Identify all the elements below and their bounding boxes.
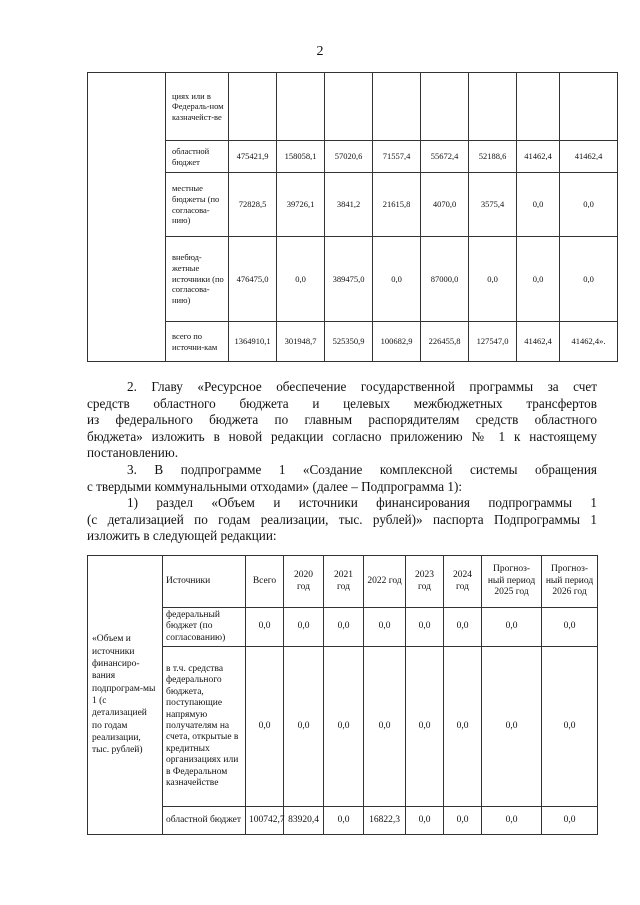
table-row xyxy=(88,237,618,322)
value-cell: 0,0 xyxy=(284,608,324,647)
text-line: бюджета» изложить в новой редакции согласно приложению № 1 к настоящему xyxy=(87,428,597,444)
value-cell: 0,0 xyxy=(373,237,421,322)
value-cell: 0,0 xyxy=(277,237,325,322)
value-cell: 0,0 xyxy=(482,608,542,647)
column-header: Прогноз-ный период 2026 год xyxy=(542,556,598,608)
value-cell: 476475,0 xyxy=(229,237,277,322)
value-cell: 525350,9 xyxy=(325,322,373,362)
value-cell: 389475,0 xyxy=(325,237,373,322)
value-cell xyxy=(421,73,469,141)
value-cell: 0,0 xyxy=(284,647,324,807)
value-cell: 41462,4 xyxy=(517,322,560,362)
column-header: Прогноз-ный период 2025 год xyxy=(482,556,542,608)
column-header: 2021 год xyxy=(324,556,364,608)
value-cell: 41462,4 xyxy=(560,141,618,173)
table-row xyxy=(88,73,618,141)
value-cell: 4070,0 xyxy=(421,173,469,237)
source-label: федеральный бюджет (по согласованию) xyxy=(163,608,246,647)
column-header: 2024 год xyxy=(444,556,482,608)
value-cell: 3841,2 xyxy=(325,173,373,237)
table-row xyxy=(88,608,598,647)
value-cell: 41462,4 xyxy=(517,141,560,173)
value-cell: 0,0 xyxy=(364,647,406,807)
column-header: 2022 год xyxy=(364,556,406,608)
text-line: постановлению. xyxy=(87,445,179,460)
table-row xyxy=(88,647,598,807)
table-row xyxy=(88,173,618,237)
value-cell: 39726,1 xyxy=(277,173,325,237)
value-cell: 3575,4 xyxy=(469,173,517,237)
source-label: внебюд-жетные источники (по согласова-нию) xyxy=(166,237,229,322)
value-cell: 0,0 xyxy=(542,647,598,807)
value-cell: 0,0 xyxy=(324,608,364,647)
subprogram-funding-table xyxy=(87,555,598,835)
text-line: (с детализацией по годам реализации, тыс. рублей)» паспорта Подпрограммы 1 xyxy=(87,511,597,527)
paragraph-subprogram-1 xyxy=(87,462,597,495)
value-cell: 0,0 xyxy=(246,608,284,647)
value-cell: 158058,1 xyxy=(277,141,325,173)
table-row xyxy=(88,141,618,173)
value-cell: 83920,4 xyxy=(284,807,324,835)
table-row xyxy=(88,322,618,362)
value-cell: 301948,7 xyxy=(277,322,325,362)
value-cell: 0,0 xyxy=(246,647,284,807)
value-cell: 0,0 xyxy=(406,608,444,647)
text-line: 1) раздел «Объем и источники финансирования подпрограммы 1 xyxy=(127,495,597,510)
column-header: 2020 год xyxy=(284,556,324,608)
paragraph-chapter-change xyxy=(87,379,597,462)
value-cell xyxy=(325,73,373,141)
value-cell: 41462,4». xyxy=(560,322,618,362)
resource-table-continued xyxy=(87,72,618,362)
header-row xyxy=(88,556,598,608)
value-cell: 0,0 xyxy=(324,647,364,807)
source-label: областной бюджет xyxy=(163,807,246,835)
text-line: средств областного бюджета и целевых межбюджетных трансфертов xyxy=(87,395,597,411)
value-cell: 0,0 xyxy=(560,237,618,322)
paragraph-section-change xyxy=(87,495,597,545)
value-cell xyxy=(517,73,560,141)
value-cell: 55672,4 xyxy=(421,141,469,173)
value-cell: 0,0 xyxy=(364,608,406,647)
value-cell: 100682,9 xyxy=(373,322,421,362)
value-cell: 0,0 xyxy=(469,237,517,322)
source-label: местные бюджеты (по согласова-нию) xyxy=(166,173,229,237)
value-cell: 127547,0 xyxy=(469,322,517,362)
value-cell: 52188,6 xyxy=(469,141,517,173)
column-header: Источники xyxy=(163,556,246,608)
value-cell: 226455,8 xyxy=(421,322,469,362)
section-label: «Объем и источники финансиро-вания подпрограм-мы 1 (с детализацией по годам реализации, тыс. рублей) xyxy=(88,556,163,835)
text-line: с твердыми коммунальными отходами» (далее – Подпрограмма 1): xyxy=(87,478,463,494)
value-cell: 0,0 xyxy=(444,807,482,835)
text-line: изложить в следующей редакции: xyxy=(87,528,277,543)
table-row xyxy=(88,807,598,835)
value-cell: 0,0 xyxy=(482,807,542,835)
value-cell: 21615,8 xyxy=(373,173,421,237)
value-cell: 0,0 xyxy=(560,173,618,237)
value-cell xyxy=(373,73,421,141)
text-line: 3. В подпрограмме 1 «Создание комплексной системы обращения xyxy=(127,462,597,477)
value-cell xyxy=(229,73,277,141)
value-cell: 72828,5 xyxy=(229,173,277,237)
page-number: 2 xyxy=(316,44,324,59)
blank-label-column xyxy=(88,73,166,362)
value-cell: 100742,7 xyxy=(246,807,284,835)
value-cell: 0,0 xyxy=(406,807,444,835)
value-cell: 0,0 xyxy=(482,647,542,807)
value-cell: 0,0 xyxy=(542,807,598,835)
source-label: в т.ч. средства федерального бюджета, поступающие напрямую получателям на счета, открытые в кредитных организациях или в Федеральном казначействе xyxy=(163,647,246,807)
value-cell: 57020,6 xyxy=(325,141,373,173)
value-cell: 0,0 xyxy=(517,173,560,237)
source-label: областной бюджет xyxy=(166,141,229,173)
value-cell: 87000,0 xyxy=(421,237,469,322)
value-cell: 0,0 xyxy=(542,608,598,647)
value-cell: 0,0 xyxy=(517,237,560,322)
source-label: всего по источни-кам xyxy=(166,322,229,362)
source-label: циях или в Федераль-ном казначейст-ве xyxy=(166,73,229,141)
text-line: 2. Главу «Ресурсное обеспечение государственной программы за счет xyxy=(127,379,597,394)
value-cell: 71557,4 xyxy=(373,141,421,173)
value-cell xyxy=(560,73,618,141)
value-cell: 16822,3 xyxy=(364,807,406,835)
value-cell: 0,0 xyxy=(324,807,364,835)
value-cell: 0,0 xyxy=(406,647,444,807)
value-cell xyxy=(277,73,325,141)
value-cell: 0,0 xyxy=(444,647,482,807)
value-cell: 0,0 xyxy=(444,608,482,647)
value-cell: 1364910,1 xyxy=(229,322,277,362)
column-header: 2023 год xyxy=(406,556,444,608)
value-cell xyxy=(469,73,517,141)
value-cell: 475421,9 xyxy=(229,141,277,173)
column-header: Всего xyxy=(246,556,284,608)
text-line: из федерального бюджета по главным распорядителям средств областного xyxy=(87,412,597,427)
